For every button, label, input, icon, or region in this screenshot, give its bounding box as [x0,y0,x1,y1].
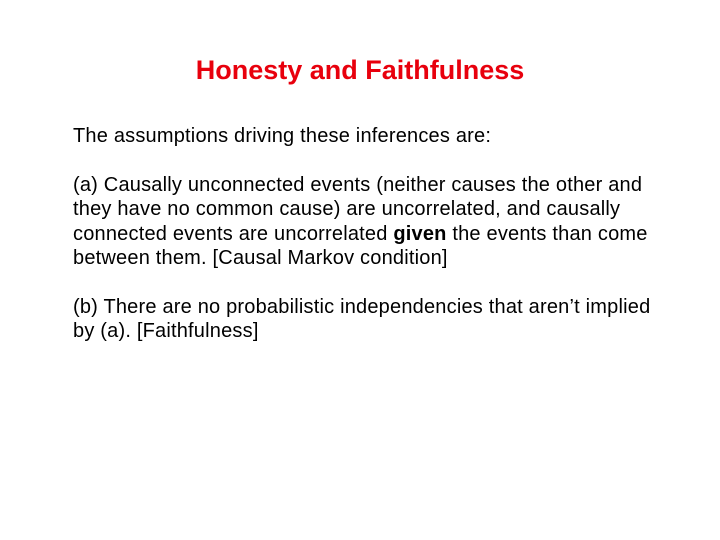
intro-text: The assumptions driving these inferences are: [73,125,492,147]
assumption-a [73,173,673,271]
slide-body [73,124,673,344]
assumption-a-text-before: (a) Causally unconnected events (neither causes the other and they have no common cause) are uncorrelated, and causally connected events are uncorrelated [73,173,643,245]
assumption-b: (b) There are no probabilistic independencies that aren’t implied by (a). [Faithfulness] [73,295,651,342]
assumption-a-text-after: the events than come between them. [Causal Markov condition] [73,222,648,269]
assumption-a-bold-word: given [393,222,447,245]
slide-title: Honesty and Faithfulness [195,55,525,85]
